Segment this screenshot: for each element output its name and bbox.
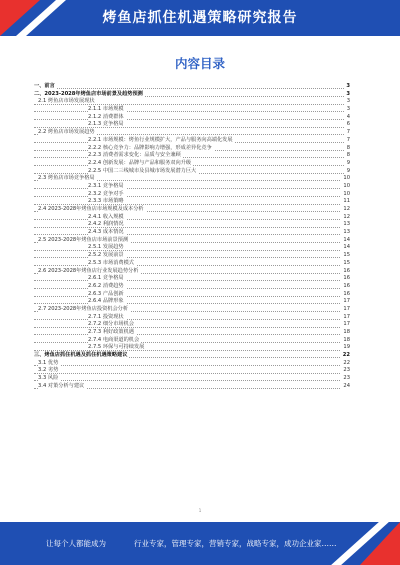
toc-entry-label: 2.7.4 电商渠道的机会 [88,336,140,343]
toc-entry-label: 2.3.1 竞争格局 [88,182,124,189]
toc-entry-page: 16 [343,290,350,297]
toc-entry[interactable] [34,114,350,122]
toc-heading: 内容目录 [174,56,225,71]
toc-entry-label: 3.1 优势 [38,359,59,366]
toc-entry[interactable] [34,145,350,153]
toc-entry-label: 2.1 烤鱼店市场发展现状 [38,98,95,105]
toc-entry[interactable] [34,321,350,329]
toc-leader-dots [34,280,344,281]
toc-entry-page: 10 [343,182,350,189]
document-title: 烤鱼店抓住机遇策略研究报告 [102,10,298,26]
toc-entry-page: 17 [343,298,350,305]
toc-leader-dots [34,365,344,366]
toc-entry[interactable] [34,121,350,129]
toc-entry[interactable] [34,360,350,368]
toc-leader-dots [34,350,344,351]
toc-entry-page: 24 [343,382,350,389]
toc-entry-page: 3 [346,106,350,113]
toc-leader-dots [34,119,344,120]
toc-entry-page: 14 [343,244,350,251]
toc-entry-page: 17 [343,321,350,328]
toc-entry-page: 4 [346,113,350,120]
toc-leader-dots [34,157,344,158]
toc-entry[interactable] [34,314,350,322]
toc-entry-page: 13 [343,221,350,228]
toc-entry-label: 2.2.5 中国二三线城市及县城市场发展潜力巨大 [88,167,197,174]
toc-entry-page: 23 [343,367,350,374]
toc-entry-label: 2.5.1 发展趋势 [88,244,124,251]
toc-entry[interactable] [34,237,350,245]
toc-entry-label: 2.7.3 利好政策机遇 [88,329,134,335]
toc-entry-label: 2.6.3 产品创新 [88,290,124,297]
toc-entry-page: 10 [343,175,350,182]
toc-entry-page: 12 [343,206,350,212]
toc-entry-page: 7 [346,136,350,143]
footer-red-corner [360,522,400,565]
toc-entry-label: 3.2 劣势 [38,367,59,374]
toc-entry-page: 3 [346,90,350,97]
toc-leader-dots [34,188,344,189]
toc-entry[interactable] [34,291,350,299]
toc-entry-label: 2.2.4 创新发展：品牌与产品和服务双向升级 [88,159,192,166]
toc-entry-label: 2.4.2 利润情况 [88,221,124,228]
toc-entry[interactable] [34,298,350,306]
toc-entry-page: 7 [346,129,350,136]
toc-entry-page: 23 [343,375,350,382]
toc-entry-label: 2.2 烤鱼店市场发展趋势 [38,129,95,136]
toc-entry[interactable] [34,260,350,268]
toc-entry-page: 8 [346,144,350,151]
toc-leader-dots [34,334,344,335]
toc-entry-page: 16 [343,275,350,282]
toc-entry-label: 2.3 烤鱼店市场竞争格局 [38,175,95,182]
toc-leader-dots [34,127,344,128]
toc-entry-label: 2.7 2023-2028年烤鱼店投资机会分析 [38,305,129,312]
toc-entry[interactable] [34,198,350,206]
toc-entry[interactable] [34,98,350,106]
toc-entry[interactable] [34,329,350,337]
toc-entry[interactable] [34,152,350,160]
toc-entry-page: 18 [343,336,350,343]
toc-entry-page: 17 [343,305,350,312]
toc-entry-label: 2.3.3 市场策略 [88,198,124,205]
toc-entry[interactable] [34,375,350,383]
toc-entry[interactable] [34,268,350,276]
page-header [0,0,400,36]
toc-entry[interactable] [34,129,350,137]
toc-leader-dots [34,196,344,197]
toc-entry[interactable] [34,283,350,291]
toc-entry[interactable] [34,160,350,168]
toc-entry-page: 15 [343,259,350,266]
toc-entry-label: 2.5 2023-2028年烤鱼店市场前景预测 [38,236,129,243]
toc-leader-dots [34,265,344,266]
toc-leader-dots [34,288,344,289]
toc-entry-page: 18 [343,329,350,335]
toc-entry-label: 2.1.1 市场规模 [88,106,124,113]
toc-entry-page: 16 [343,267,350,274]
toc-entry-label: 2.1.2 消费群体 [88,113,124,120]
toc-entry-label: 2.2.2 核心竞争力：品牌影响力增强，形成差异化竞争 [88,144,212,151]
toc-entry[interactable] [34,244,350,252]
toc-entry-page: 14 [343,236,350,243]
toc-leader-dots [34,257,344,258]
toc-entry[interactable] [34,229,350,237]
toc-entry[interactable] [34,106,350,114]
toc-entry-label: 2.6.4 品牌形象 [88,298,124,305]
toc-entry-label: 2.6 2023-2028年烤鱼店行业发展趋势分析 [38,267,139,274]
toc-leader-dots [34,204,344,205]
toc-entry-label: 2.5.2 发展前景 [88,252,124,259]
toc-entry[interactable] [34,137,350,145]
toc-entry-label: 3.3 风险 [38,375,59,382]
toc-entry[interactable] [34,252,350,260]
toc-entry-label: 2.1.3 竞争格局 [88,121,124,128]
toc-entry[interactable] [34,344,350,352]
toc-entry[interactable] [34,83,350,91]
toc-entry-page: 22 [343,359,350,366]
toc-entry-label: 2.5.3 市场消费模式 [88,259,134,266]
toc-entry[interactable] [34,191,350,199]
toc-entry[interactable] [34,306,350,314]
toc-entry-page: 15 [343,252,350,259]
toc-entry-page: 9 [346,159,350,166]
toc-entry-page: 13 [343,229,350,236]
footer-lead: 让每个人都能成为 [46,539,106,548]
toc-entry-page: 8 [346,152,350,159]
toc-entry-label: 一、前言 [34,83,55,89]
toc-entry-label: 三、烤鱼店抓住机遇及抓住机遇策略建议 [34,352,128,359]
toc-entry[interactable] [34,183,350,191]
toc-entry[interactable] [34,206,350,214]
toc-leader-dots [34,380,344,381]
toc-entry-page: 12 [343,213,350,220]
toc-entry[interactable] [34,337,350,345]
toc-entry-label: 2.4 2023-2028年烤鱼店市场规模及成本分析 [38,206,144,212]
toc-leader-dots [34,373,344,374]
toc-entry-page: 9 [346,167,350,174]
toc-entry[interactable] [34,352,350,360]
toc-entry-page: 11 [343,198,350,205]
toc-entry-label: 2.2.3 消费者需求变化：品质与安全兼顾 [88,152,181,159]
toc-entry-label: 2.3.2 竞争对手 [88,190,124,197]
toc-leader-dots [34,319,344,320]
toc-leader-dots [34,303,344,304]
toc-entry-label: 2.6.2 消费趋势 [88,282,124,289]
table-of-contents [34,83,350,391]
toc-entry-page: 3 [346,83,350,89]
footer-slogan: 行业专家，管理专家，营销专家，战略专家，成功企业家…… [134,539,337,548]
toc-leader-dots [34,219,344,220]
toc-entry[interactable] [34,214,350,222]
toc-leader-dots [34,342,344,343]
toc-leader-dots [34,111,344,112]
toc-leader-dots [34,296,344,297]
toc-leader-dots [34,88,344,89]
toc-entry-label: 2.6.1 竞争格局 [88,275,124,282]
toc-entry-page: 10 [343,190,350,197]
toc-entry[interactable] [34,367,350,375]
page-number: 1 [198,508,202,513]
toc-leader-dots [34,250,344,251]
toc-entry-label: 2.2.1 市场规模：烤鱼行业规模扩大，产品与服务向高端化发展 [88,136,233,143]
toc-entry-label: 2.7.5 环保与可持续发展 [88,344,145,351]
toc-leader-dots [34,234,344,235]
toc-leader-dots [34,227,344,228]
toc-entry-label: 2.7.1 投资现状 [88,313,124,320]
toc-entry-label: 二、2023-2028年烤鱼店市场前景及趋势预测 [34,90,143,97]
toc-entry-label: 2.4.3 成本情况 [88,229,124,236]
toc-entry[interactable] [34,383,350,391]
toc-leader-dots [34,327,344,328]
toc-entry-label: 2.7.2 细分市场机会 [88,321,134,328]
footer-text [46,538,337,549]
toc-entry-label: 3.4 对策分析与建议 [38,382,85,389]
toc-entry[interactable] [34,175,350,183]
toc-entry-page: 3 [346,98,350,105]
toc-entry[interactable] [34,221,350,229]
toc-entry[interactable] [34,275,350,283]
toc-entry-page: 16 [343,282,350,289]
toc-entry-page: 19 [343,344,350,351]
toc-entry-page: 6 [346,121,350,128]
toc-entry-page: 17 [343,313,350,320]
toc-entry-page: 22 [342,352,350,359]
toc-entry-label: 2.4.1 收入规模 [88,213,124,220]
